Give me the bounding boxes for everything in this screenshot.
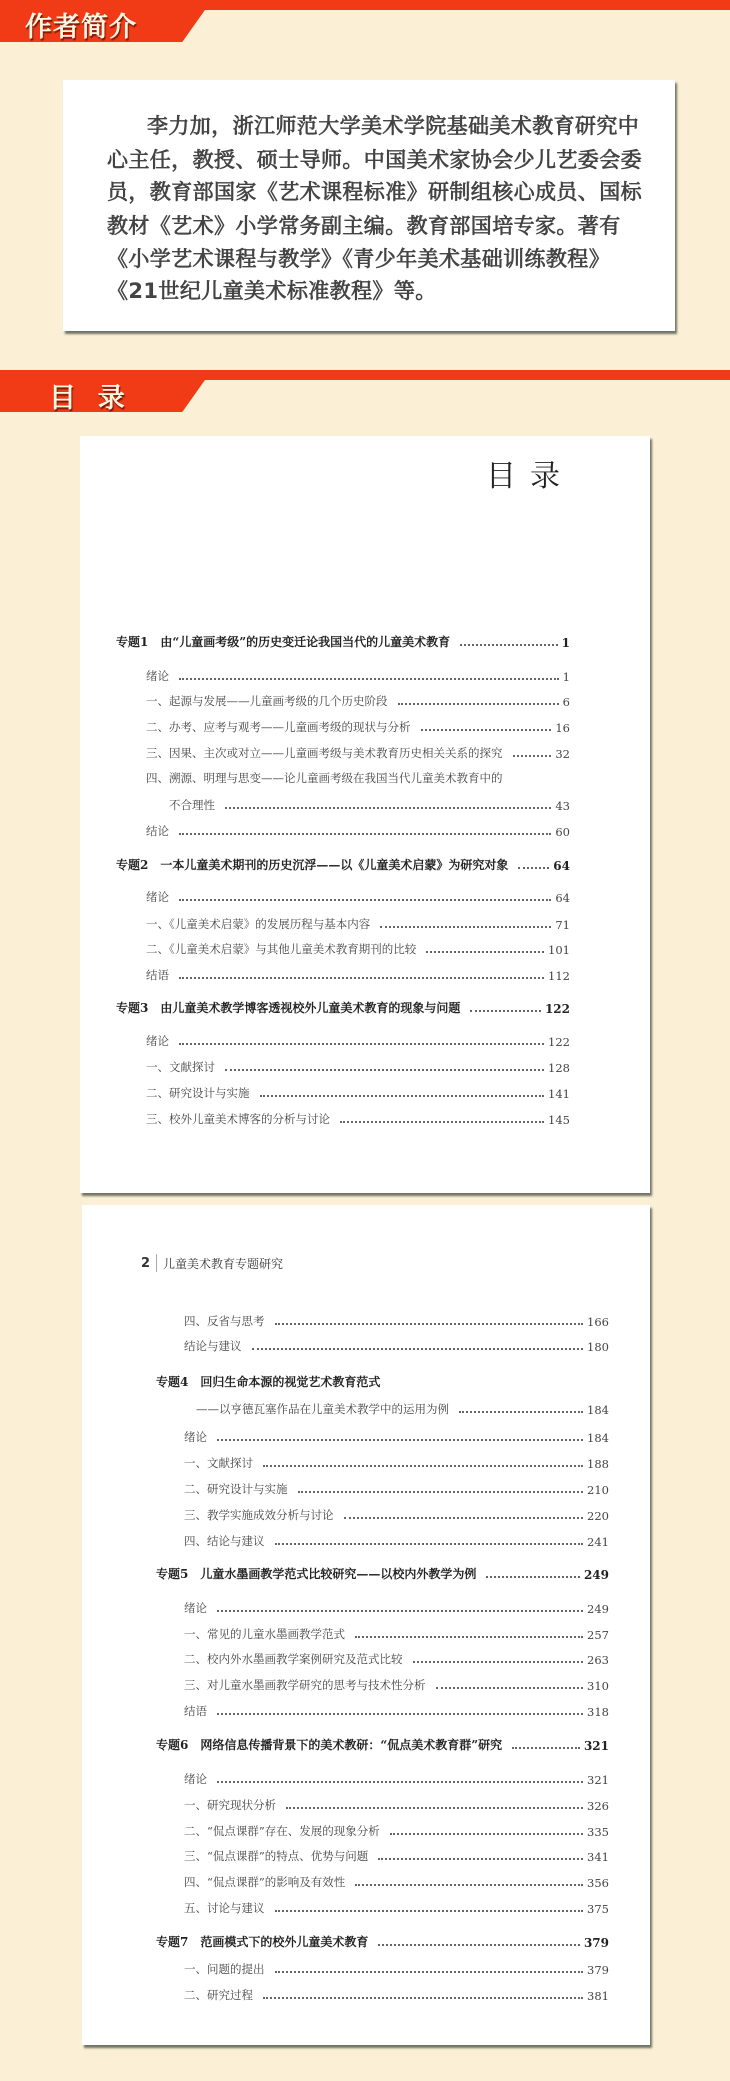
toc-entry-title: 绪论 xyxy=(184,1772,207,1786)
toc-entry xyxy=(184,1961,609,1977)
author-bio-line: 教材《艺术》小学常务副主编。教育部国培专家。著有 xyxy=(107,214,621,238)
toc-entry xyxy=(184,1507,609,1523)
toc-entry xyxy=(184,1481,609,1497)
toc-entry xyxy=(184,1429,609,1445)
toc-entry-page: 32 xyxy=(555,747,570,761)
dot-leader xyxy=(436,1687,584,1689)
dot-leader xyxy=(217,1781,583,1783)
toc-entry-page: 379 xyxy=(587,1963,609,1977)
toc-entry xyxy=(184,1313,609,1329)
toc-entry-title: 四、溯源、明理与思变——论儿童画考级在我国当代儿童美术教育中的 xyxy=(146,771,503,785)
toc-entry-page: 220 xyxy=(587,1509,609,1523)
dot-leader xyxy=(225,1069,544,1071)
dot-leader xyxy=(217,1439,583,1441)
toc-entry xyxy=(146,770,570,786)
toc-chapter-entry xyxy=(156,1934,609,1950)
toc-entry xyxy=(184,1703,609,1719)
dot-leader xyxy=(275,1971,584,1973)
dot-leader xyxy=(179,899,551,901)
toc-entry xyxy=(146,1085,570,1101)
toc-entry-page: 180 xyxy=(587,1340,609,1354)
toc-entry-title: 二、《儿童美术启蒙》与其他儿童美术教育期刊的比较 xyxy=(146,942,417,956)
toc-entry-title: 二、校内外水墨画教学案例研究及范式比较 xyxy=(184,1652,403,1666)
toc-entry-page: 71 xyxy=(555,918,570,932)
toc-entry-title: 一、研究现状分析 xyxy=(184,1798,276,1812)
toc-entry xyxy=(169,797,570,813)
toc-entry xyxy=(184,1771,609,1787)
toc-entry-page: 249 xyxy=(583,1568,609,1582)
author-bio-line: 《小学艺术课程与教学》《青少年美术基础训练教程》 xyxy=(107,247,611,271)
toc-entry-page: 257 xyxy=(587,1628,609,1642)
toc-entry-title: 二、研究设计与实施 xyxy=(146,1086,250,1100)
toc-entry-title: 绪论 xyxy=(146,1034,169,1048)
toc-entry-title: 绪论 xyxy=(184,1430,207,1444)
toc-entry-page: 1 xyxy=(561,636,570,650)
dot-leader xyxy=(378,1858,583,1860)
dot-leader xyxy=(513,755,552,757)
dot-leader xyxy=(263,1997,583,1999)
dot-leader xyxy=(380,926,551,928)
toc-entry-title: 专题3 由儿童美术教学博客透视校外儿童美术教育的现象与问题 xyxy=(116,1001,461,1015)
toc-entry-page: 249 xyxy=(587,1602,609,1616)
toc-entry-page: 341 xyxy=(587,1850,609,1864)
toc-entry-title: 二、办考、应考与观考——儿童画考级的现状与分析 xyxy=(146,720,411,734)
toc-entry-page: 335 xyxy=(587,1825,609,1839)
toc-entry xyxy=(146,745,570,761)
toc-entry-title: 结论 xyxy=(146,824,169,838)
toc-entry-page: 112 xyxy=(548,969,570,983)
toc-entry-title: 结语 xyxy=(146,968,169,982)
author-bio-line: 员，教育部国家《艺术课程标准》研制组核心成员、国标 xyxy=(107,180,642,204)
dot-leader xyxy=(421,729,552,731)
dot-leader xyxy=(260,1095,545,1097)
toc-entry-page: 6 xyxy=(562,695,570,709)
toc-entry-title: 专题4 回归生命本源的视觉艺术教育范式 xyxy=(156,1375,381,1389)
dot-leader xyxy=(390,1833,583,1835)
toc-entry-page: 356 xyxy=(587,1876,609,1890)
toc-entry-title: 专题7 范画模式下的校外儿童美术教育 xyxy=(156,1935,369,1949)
running-head-page-number: 2 xyxy=(141,1255,151,1271)
toc-entry-title: 三、“侃点课群”的特点、优势与问题 xyxy=(184,1849,369,1863)
toc-entry xyxy=(184,1823,609,1839)
running-head xyxy=(141,1254,283,1272)
toc-entry xyxy=(146,668,570,684)
toc-chapter-entry xyxy=(116,1000,570,1016)
toc-entry-page: 1 xyxy=(562,670,570,684)
toc-chapter-entry xyxy=(156,1566,609,1582)
dot-leader xyxy=(413,1661,584,1663)
dot-leader xyxy=(459,1411,583,1413)
dot-leader xyxy=(179,678,559,680)
dot-leader xyxy=(378,1944,580,1946)
toc-entry-title: 结论与建议 xyxy=(184,1339,242,1353)
toc-entry-title: 一、《儿童美术启蒙》的发展历程与基本内容 xyxy=(146,917,371,931)
toc-entry-page: 16 xyxy=(555,721,570,735)
dot-leader xyxy=(179,977,544,979)
dot-leader xyxy=(355,1884,583,1886)
toc-entry-title: 绪论 xyxy=(146,669,169,683)
toc-heading: 目 录 xyxy=(49,383,126,414)
toc-entry-page: 379 xyxy=(583,1936,609,1950)
toc-entry xyxy=(146,889,570,905)
toc-entry xyxy=(184,1677,609,1693)
toc-entry-title: 四、结论与建议 xyxy=(184,1534,265,1548)
toc-entry-page: 263 xyxy=(587,1653,609,1667)
toc-page-title: 目录 xyxy=(486,459,574,494)
toc-entry-page: 101 xyxy=(548,943,570,957)
dot-leader xyxy=(286,1807,583,1809)
toc-entry-title: 绪论 xyxy=(146,890,169,904)
toc-entry-page: 166 xyxy=(587,1315,609,1329)
toc-entry-title: 专题2 一本儿童美术期刊的历史沉浮——以《儿童美术启蒙》为研究对象 xyxy=(116,858,509,872)
toc-entry xyxy=(184,1797,609,1813)
toc-entry-title: 一、问题的提出 xyxy=(184,1962,265,1976)
toc-entry-title: 三、对儿童水墨画教学研究的思考与技术性分析 xyxy=(184,1678,426,1692)
toc-entry xyxy=(146,967,570,983)
toc-entry xyxy=(146,1033,570,1049)
dot-leader xyxy=(426,951,544,953)
toc-entry-page: 321 xyxy=(583,1739,609,1753)
toc-entry-page: 141 xyxy=(548,1087,570,1101)
toc-entry xyxy=(146,941,570,957)
dot-leader xyxy=(398,703,559,705)
toc-entry xyxy=(146,823,570,839)
toc-entry xyxy=(184,1455,609,1471)
toc-entry-title: 四、“侃点课群”的影响及有效性 xyxy=(184,1875,346,1889)
toc-entry-page: 381 xyxy=(587,1989,609,2003)
toc-entry xyxy=(184,1874,609,1890)
toc-entry xyxy=(146,1111,570,1127)
toc-entry-title: 专题1 由“儿童画考级”的历史变迁论我国当代的儿童美术教育 xyxy=(116,635,451,649)
toc-entry xyxy=(184,1987,609,2003)
toc-entry-title: 绪论 xyxy=(184,1601,207,1615)
dot-leader xyxy=(275,1543,584,1545)
toc-entry xyxy=(184,1600,609,1616)
dot-leader xyxy=(298,1491,584,1493)
toc-entry-title: 专题6 网络信息传播背景下的美术教研：“侃点美术教育群”研究 xyxy=(156,1738,503,1752)
toc-entry-page: 188 xyxy=(587,1457,609,1471)
toc-entry-title: 一、起源与发展——儿童画考级的几个历史阶段 xyxy=(146,694,388,708)
toc-entry-title: 三、因果、主次或对立——儿童画考级与美术教育历史相关关系的探究 xyxy=(146,746,503,760)
toc-entry xyxy=(146,916,570,932)
toc-entry-page: 184 xyxy=(587,1431,609,1445)
toc-entry-page: 64 xyxy=(553,859,570,873)
dot-leader xyxy=(217,1713,583,1715)
running-head-divider xyxy=(156,1254,157,1272)
dot-leader xyxy=(217,1610,583,1612)
toc-entry xyxy=(184,1848,609,1864)
toc-entry-title: 四、反省与思考 xyxy=(184,1314,265,1328)
author-bio-line: 李力加，浙江师范大学美术学院基础美术教育研究中 xyxy=(147,114,640,138)
toc-entry xyxy=(146,693,570,709)
toc-entry xyxy=(184,1651,609,1667)
toc-entry-page: 145 xyxy=(548,1113,570,1127)
author-bio-line: 《21世纪儿童美术标准教程》等。 xyxy=(107,279,437,303)
author-bio-line: 心主任，教授、硕士导师。中国美术家协会少儿艺委会委 xyxy=(107,148,642,172)
toc-entry-page: 375 xyxy=(587,1902,609,1916)
dot-leader xyxy=(344,1517,584,1519)
toc-entry-title: 二、研究设计与实施 xyxy=(184,1482,288,1496)
toc-chapter-entry xyxy=(156,1737,609,1753)
running-head-book-title: 儿童美术教育专题研究 xyxy=(163,1256,284,1271)
toc-entry-page: 318 xyxy=(587,1705,609,1719)
toc-entry xyxy=(196,1401,609,1417)
dot-leader xyxy=(263,1465,583,1467)
dot-leader xyxy=(512,1747,580,1749)
toc-entry-page: 210 xyxy=(587,1483,609,1497)
toc-entry-title: 五、讨论与建议 xyxy=(184,1901,265,1915)
toc-entry-page: 64 xyxy=(555,891,570,905)
dot-leader xyxy=(355,1636,583,1638)
toc-entry-title: 不合理性 xyxy=(169,798,215,812)
toc-entry xyxy=(184,1338,609,1354)
author-heading: 作者简介 xyxy=(25,12,137,43)
toc-entry-page: 326 xyxy=(587,1799,609,1813)
dot-leader xyxy=(275,1323,584,1325)
dot-leader xyxy=(179,833,551,835)
dot-leader xyxy=(470,1010,541,1012)
toc-entry-title: 二、“侃点课群”存在、发展的现象分析 xyxy=(184,1824,380,1838)
toc-entry-title: ——以亨德瓦塞作品在儿童美术教学中的运用为例 xyxy=(196,1402,449,1416)
toc-entry-page: 122 xyxy=(544,1002,570,1016)
toc-entry-title: 专题5 儿童水墨画教学范式比较研究——以校内外教学为例 xyxy=(156,1567,477,1581)
toc-entry-page: 43 xyxy=(555,799,570,813)
toc-entry-title: 三、校外儿童美术博客的分析与讨论 xyxy=(146,1112,330,1126)
toc-entry-title: 一、文献探讨 xyxy=(184,1456,253,1470)
dot-leader xyxy=(252,1348,584,1350)
toc-entry-page: 321 xyxy=(587,1773,609,1787)
toc-entry-page: 184 xyxy=(587,1403,609,1417)
toc-entry-title: 三、教学实施成效分析与讨论 xyxy=(184,1508,334,1522)
toc-entry xyxy=(146,719,570,735)
toc-entry-title: 一、常见的儿童水墨画教学范式 xyxy=(184,1627,345,1641)
toc-entry xyxy=(184,1626,609,1642)
toc-entry-title: 一、文献探讨 xyxy=(146,1060,215,1074)
toc-entry-page: 60 xyxy=(555,825,570,839)
dot-leader xyxy=(518,867,549,869)
dot-leader xyxy=(225,807,551,809)
toc-entry-page: 241 xyxy=(587,1535,609,1549)
toc-entry xyxy=(184,1533,609,1549)
toc-entry-title: 结语 xyxy=(184,1704,207,1718)
dot-leader xyxy=(486,1576,580,1578)
toc-entry-page: 310 xyxy=(587,1679,609,1693)
toc-entry xyxy=(184,1900,609,1916)
toc-chapter-entry xyxy=(116,634,570,650)
toc-entry-page: 122 xyxy=(548,1035,570,1049)
toc-chapter-entry xyxy=(116,857,570,873)
toc-entry-page: 128 xyxy=(548,1061,570,1075)
dot-leader xyxy=(460,644,557,646)
dot-leader xyxy=(179,1043,544,1045)
dot-leader xyxy=(275,1910,584,1912)
toc-page-2 xyxy=(82,1205,650,2045)
toc-entry-title: 二、研究过程 xyxy=(184,1988,253,2002)
toc-chapter-entry xyxy=(156,1374,609,1390)
dot-leader xyxy=(340,1121,544,1123)
toc-entry xyxy=(146,1059,570,1075)
toc-page-1 xyxy=(80,436,650,1193)
